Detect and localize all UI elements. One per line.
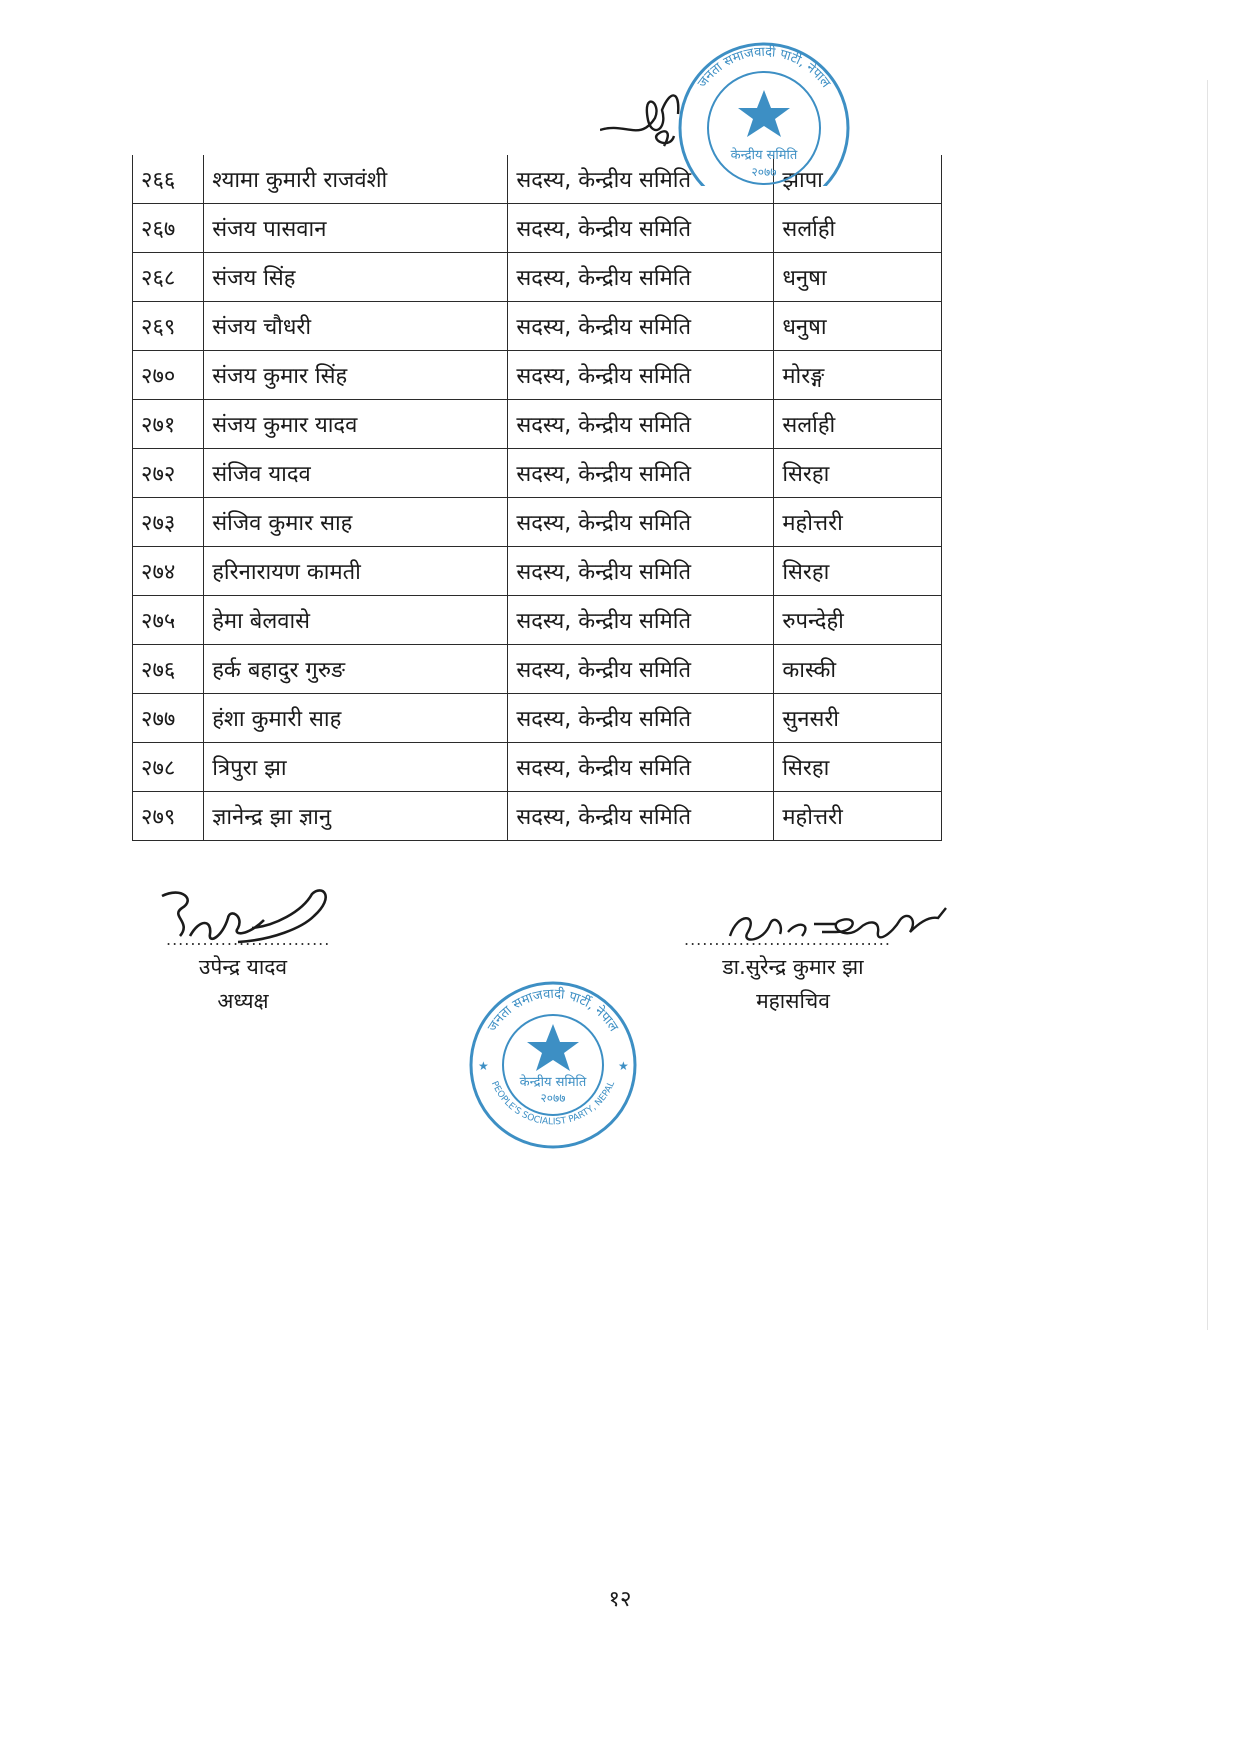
row-number: २६७ <box>133 204 204 253</box>
member-district: सर्लाही <box>774 204 942 253</box>
member-name: हरिनारायण कामती <box>204 547 508 596</box>
member-name: संजिव कुमार साह <box>204 498 508 547</box>
member-district: सुनसरी <box>774 694 942 743</box>
signature-mark-top <box>600 70 720 170</box>
seal-year: २०७७ <box>540 1091 566 1105</box>
member-post: सदस्य, केन्द्रीय समिति <box>508 351 774 400</box>
table-row <box>133 204 942 253</box>
row-number: २७८ <box>133 743 204 792</box>
member-district: सर्लाही <box>774 400 942 449</box>
seal-year: २०७७ <box>751 165 777 179</box>
row-number: २७१ <box>133 400 204 449</box>
row-number: २७४ <box>133 547 204 596</box>
signatory-right <box>676 950 910 1018</box>
row-number: २७३ <box>133 498 204 547</box>
member-name: संजय सिंह <box>204 253 508 302</box>
member-name: ज्ञानेन्द्र झा ज्ञानु <box>204 792 508 841</box>
member-post: सदस्य, केन्द्रीय समिति <box>508 253 774 302</box>
seal-star-left-icon: ★ <box>478 1059 489 1073</box>
member-name: संजय कुमार यादव <box>204 400 508 449</box>
member-post: सदस्य, केन्द्रीय समिति <box>508 204 774 253</box>
table-row <box>133 351 942 400</box>
member-district: महोत्तरी <box>774 792 942 841</box>
member-name: संजिव यादव <box>204 449 508 498</box>
seal-star-right-icon: ★ <box>618 1059 629 1073</box>
member-post: सदस्य, केन्द्रीय समिति <box>508 792 774 841</box>
member-district: सिरहा <box>774 547 942 596</box>
member-district: महोत्तरी <box>774 498 942 547</box>
member-district: मोरङ्ग <box>774 351 942 400</box>
seal-top-text: जनता समाजवादी पार्टी, नेपाल <box>694 44 834 91</box>
seal-bottom-text: PEOPLE'S SOCIALIST PARTY, NEPAL <box>488 1079 618 1128</box>
signatory-right-name: डा.सुरेन्द्र कुमार झा <box>722 955 864 979</box>
bottom-party-seal <box>466 978 640 1152</box>
seal-center-label: केन्द्रीय समिति <box>730 148 798 163</box>
member-name: संजय कुमार सिंह <box>204 351 508 400</box>
member-district: झापा <box>774 155 942 204</box>
member-district: धनुषा <box>774 253 942 302</box>
row-number: २६६ <box>133 155 204 204</box>
page-number: १२ <box>608 1587 632 1612</box>
member-table-body <box>133 155 942 841</box>
row-number: २७९ <box>133 792 204 841</box>
row-number: २६९ <box>133 302 204 351</box>
row-number: २६८ <box>133 253 204 302</box>
table-row <box>133 645 942 694</box>
signatory-left-title: अध्यक्ष <box>217 989 269 1013</box>
table-row <box>133 253 942 302</box>
member-post: सदस्य, केन्द्रीय समिति <box>508 302 774 351</box>
member-district: सिरहा <box>774 743 942 792</box>
table-row <box>133 694 942 743</box>
member-district: कास्की <box>774 645 942 694</box>
member-post: सदस्य, केन्द्रीय समिति <box>508 694 774 743</box>
table-row <box>133 449 942 498</box>
member-post: सदस्य, केन्द्रीय समिति <box>508 547 774 596</box>
signature-line-right: .................................. <box>684 930 891 949</box>
member-post: सदस्य, केन्द्रीय समिति <box>508 743 774 792</box>
row-number: २७० <box>133 351 204 400</box>
member-name: संजय पासवान <box>204 204 508 253</box>
page-edge-line <box>1207 80 1208 1330</box>
member-post: सदस्य, केन्द्रीय समिति <box>508 400 774 449</box>
member-post: सदस्य, केन्द्रीय समिति <box>508 449 774 498</box>
member-table <box>132 155 942 841</box>
row-number: २७७ <box>133 694 204 743</box>
signatory-left <box>178 950 308 1018</box>
member-district: धनुषा <box>774 302 942 351</box>
member-name: हंशा कुमारी साह <box>204 694 508 743</box>
member-post: सदस्य, केन्द्रीय समिति <box>508 155 774 204</box>
signatory-right-title: महासचिव <box>756 989 830 1013</box>
member-name: हर्क बहादुर गुरुङ <box>204 645 508 694</box>
table-row <box>133 547 942 596</box>
seal-center-label: केन्द्रीय समिति <box>519 1075 587 1090</box>
seal-top-text: जनता समाजवादी पार्टी, नेपाल <box>485 986 621 1035</box>
table-row <box>133 596 942 645</box>
signatory-left-name: उपेन्द्र यादव <box>198 955 288 979</box>
table-row <box>133 498 942 547</box>
member-district: रुपन्देही <box>774 596 942 645</box>
member-post: सदस्य, केन्द्रीय समिति <box>508 498 774 547</box>
row-number: २७२ <box>133 449 204 498</box>
member-name: श्यामा कुमारी राजवंशी <box>204 155 508 204</box>
member-name: संजय चौधरी <box>204 302 508 351</box>
row-number: २७५ <box>133 596 204 645</box>
member-post: सदस्य, केन्द्रीय समिति <box>508 645 774 694</box>
table-row <box>133 302 942 351</box>
member-name: हेमा बेलवासे <box>204 596 508 645</box>
table-row <box>133 792 942 841</box>
member-district: सिरहा <box>774 449 942 498</box>
table-row <box>133 743 942 792</box>
table-row <box>133 400 942 449</box>
member-name: त्रिपुरा झा <box>204 743 508 792</box>
signature-line-left: ........................... <box>166 930 331 949</box>
member-post: सदस्य, केन्द्रीय समिति <box>508 596 774 645</box>
row-number: २७६ <box>133 645 204 694</box>
